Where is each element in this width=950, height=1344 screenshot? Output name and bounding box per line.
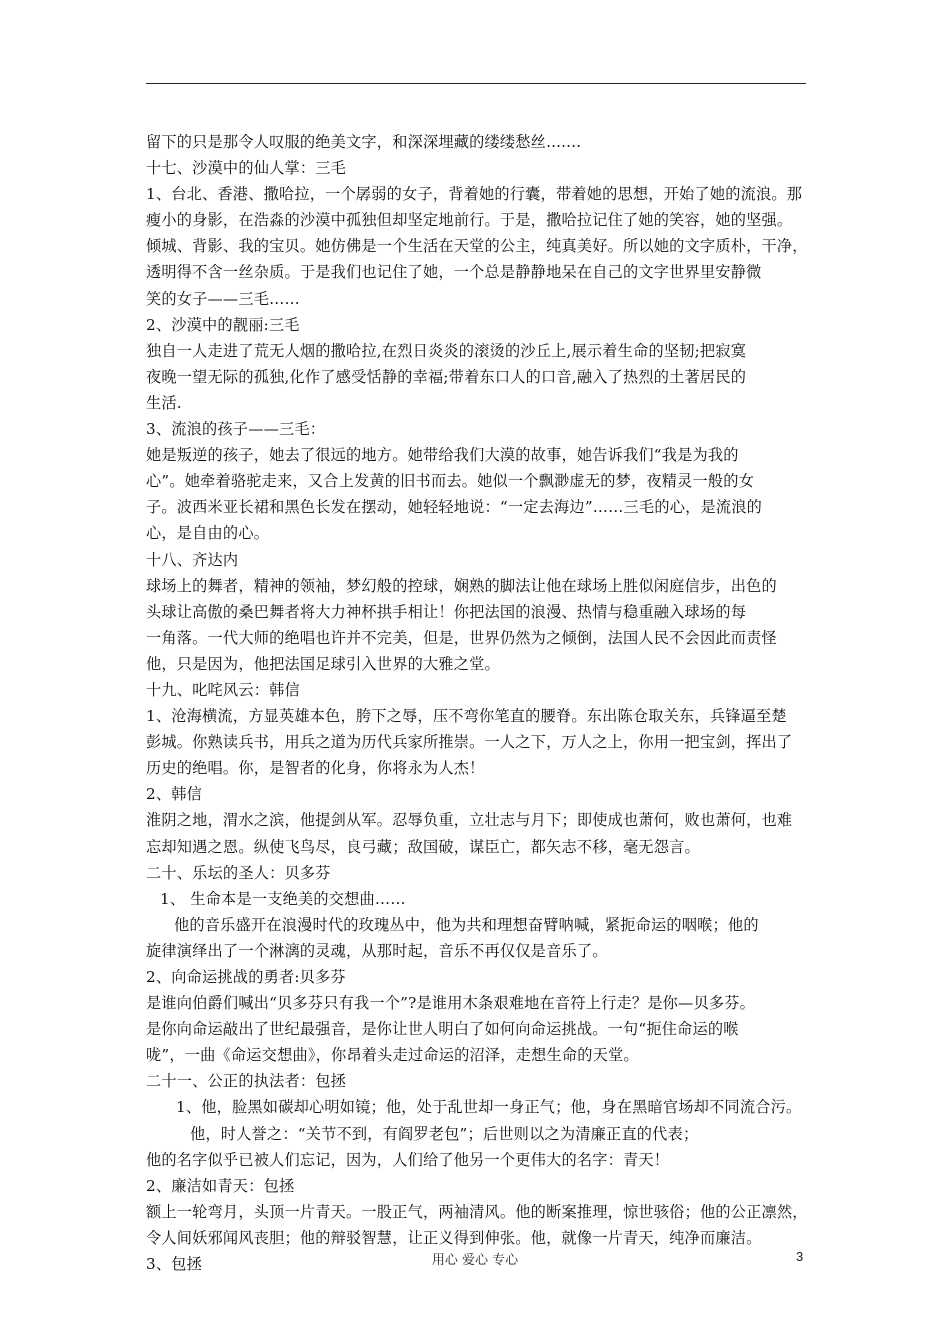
text-line: 是你向命运敲出了世纪最强音，是你让世人明白了如何向命运挑战。一句“扼住命运的喉 <box>146 1020 739 1039</box>
text-line: 他，时人誉之：“关节不到，有阎罗老包”；后世则以之为清廉正直的代表； <box>190 1124 699 1143</box>
text-line: 十九、叱咤风云：韩信 <box>146 680 300 699</box>
text-line: 令人间妖邪闻风丧胆；他的辩驳智慧，让正义得到伸张。他，就像一片青天，纯净而廉洁。 <box>146 1228 762 1247</box>
text-line: 旋律演绎出了一个淋漓的灵魂，从那时起，音乐不再仅仅是音乐了。 <box>146 941 608 960</box>
text-line: 他的音乐盛开在浪漫时代的玫瑰丛中，他为共和理想奋臂呐喊，紧扼命运的咽喉；他的 <box>174 915 759 934</box>
text-line: 心，是自由的心。 <box>146 524 270 543</box>
text-line: 2、廉洁如青天：包拯 <box>146 1176 295 1195</box>
text-line: 留下的只是那令人叹服的绝美文字，和深深埋藏的缕缕愁丝....... <box>146 133 582 151</box>
text-line: 倾城、背影、我的宝贝。她仿佛是一个生活在天堂的公主，纯真美好。所以她的文字质朴，干净， <box>146 237 808 256</box>
text-line: 3、包拯 <box>146 1255 203 1274</box>
header-rule <box>146 83 806 84</box>
text-line: 二十一、公正的执法者：包拯 <box>146 1072 347 1091</box>
text-line: 额上一轮弯月，头顶一片青天。一股正气，两袖清风。他的断案推理，惊世骇俗；他的公正凛然， <box>146 1202 808 1221</box>
text-line: 2、向命运挑战的勇者:贝多芬 <box>146 968 346 986</box>
document-body <box>146 129 810 1277</box>
page-footer: 用心 爱心 专心 <box>431 1253 519 1268</box>
text-line: 心”。她牵着骆驼走来，又合上发黄的旧书而去。她似一个飘渺虚无的梦，夜精灵一般的女 <box>146 472 755 491</box>
text-line: 十七、沙漠中的仙人掌：三毛 <box>146 159 347 178</box>
page-number: 3 <box>796 1249 804 1264</box>
text-line: 是谁向伯爵们喊出“贝多芬只有我一个”?是谁用木条艰难地在音符上行走？是你—贝多芬。 <box>146 994 755 1013</box>
text-line: 1、沧海横流，方显英雄本色，胯下之辱，压不弯你笔直的腰脊。东出陈仓取关东，兵锋逼至楚 <box>146 707 787 726</box>
text-line: 夜晚一望无际的孤独,化作了感受恬静的幸福;带着东口人的口音,融入了热烈的土著居民的 <box>146 367 747 386</box>
text-line: 2、韩信 <box>146 785 203 804</box>
text-line: 生活. <box>146 393 182 412</box>
text-line: 笑的女子——三毛…… <box>146 289 300 308</box>
text-line: 球场上的舞者，精神的领袖，梦幻般的控球，娴熟的脚法让他在球场上胜似闲庭信步，出色的 <box>146 576 777 595</box>
text-line: 淮阴之地，渭水之滨，他提剑从军。忍辱负重，立壮志与月下；即使成也萧何，败也萧何，也难 <box>146 811 793 830</box>
text-line: 二十、乐坛的圣人：贝多芬 <box>146 863 331 882</box>
text-line: 头球让高傲的桑巴舞者将大力神杯拱手相让！你把法国的浪漫、热情与稳重融入球场的每 <box>146 602 747 621</box>
text-line: 1、 生命本是一支绝美的交想曲…… <box>160 889 406 908</box>
text-line: 他的名字似乎已被人们忘记，因为，人们给了他另一个更伟大的名字：青天！ <box>146 1150 670 1169</box>
text-line: 瘦小的身影，在浩淼的沙漠中孤独但却坚定地前行。于是，撒哈拉记住了她的笑容，她的坚强。 <box>146 211 793 230</box>
text-line: 3、流浪的孩子——三毛： <box>146 420 326 439</box>
text-line: 咙”，一曲《命运交想曲》，你昂着头走过命运的沼泽，走想生命的天堂。 <box>146 1046 639 1065</box>
text-line: 子。波西米亚长裙和黑色长发在摆动，她轻轻地说：“一定去海边”……三毛的心，是流浪的 <box>146 498 763 517</box>
text-line: 她是叛逆的孩子，她去了很远的地方。她带给我们大漠的故事，她告诉我们“我是为我的 <box>146 446 739 465</box>
text-line: 十八、齐达内 <box>146 550 239 569</box>
text-line: 忘却知遇之恩。纵使飞鸟尽，良弓藏；敌国破，谋臣亡，都矢志不移，毫无怨言。 <box>146 837 700 856</box>
text-line: 一角落。一代大师的绝唱也许并不完美，但是，世界仍然为之倾倒，法国人民不会因此而责怪 <box>146 628 777 647</box>
text-line: 历史的绝唱。你，是智者的化身，你将永为人杰！ <box>146 759 485 778</box>
text-line: 彭城。你熟读兵书，用兵之道为历代兵家所推崇。一人之下，万人之上，你用一把宝剑，挥出了 <box>146 733 793 752</box>
text-line: 透明得不含一丝杂质。于是我们也记住了她，一个总是静静地呆在自己的文字世界里安静微 <box>146 263 762 282</box>
text-line: 独自一人走进了荒无人烟的撒哈拉,在烈日炎炎的滚烫的沙丘上,展示着生命的坚韧;把寂寞 <box>146 341 747 360</box>
text-line: 2、沙漠中的靓丽:三毛 <box>146 315 300 334</box>
text-line: 他，只是因为，他把法国足球引入世界的大雅之堂。 <box>146 654 500 673</box>
text-line: 1、台北、香港、撒哈拉，一个孱弱的女子，背着她的行囊，带着她的思想，开始了她的流浪。那 <box>146 185 803 204</box>
text-line: 1、他，脸黑如碳却心明如镜；他，处于乱世却一身正气；他，身在黑暗官场却不同流合污。 <box>176 1098 802 1117</box>
